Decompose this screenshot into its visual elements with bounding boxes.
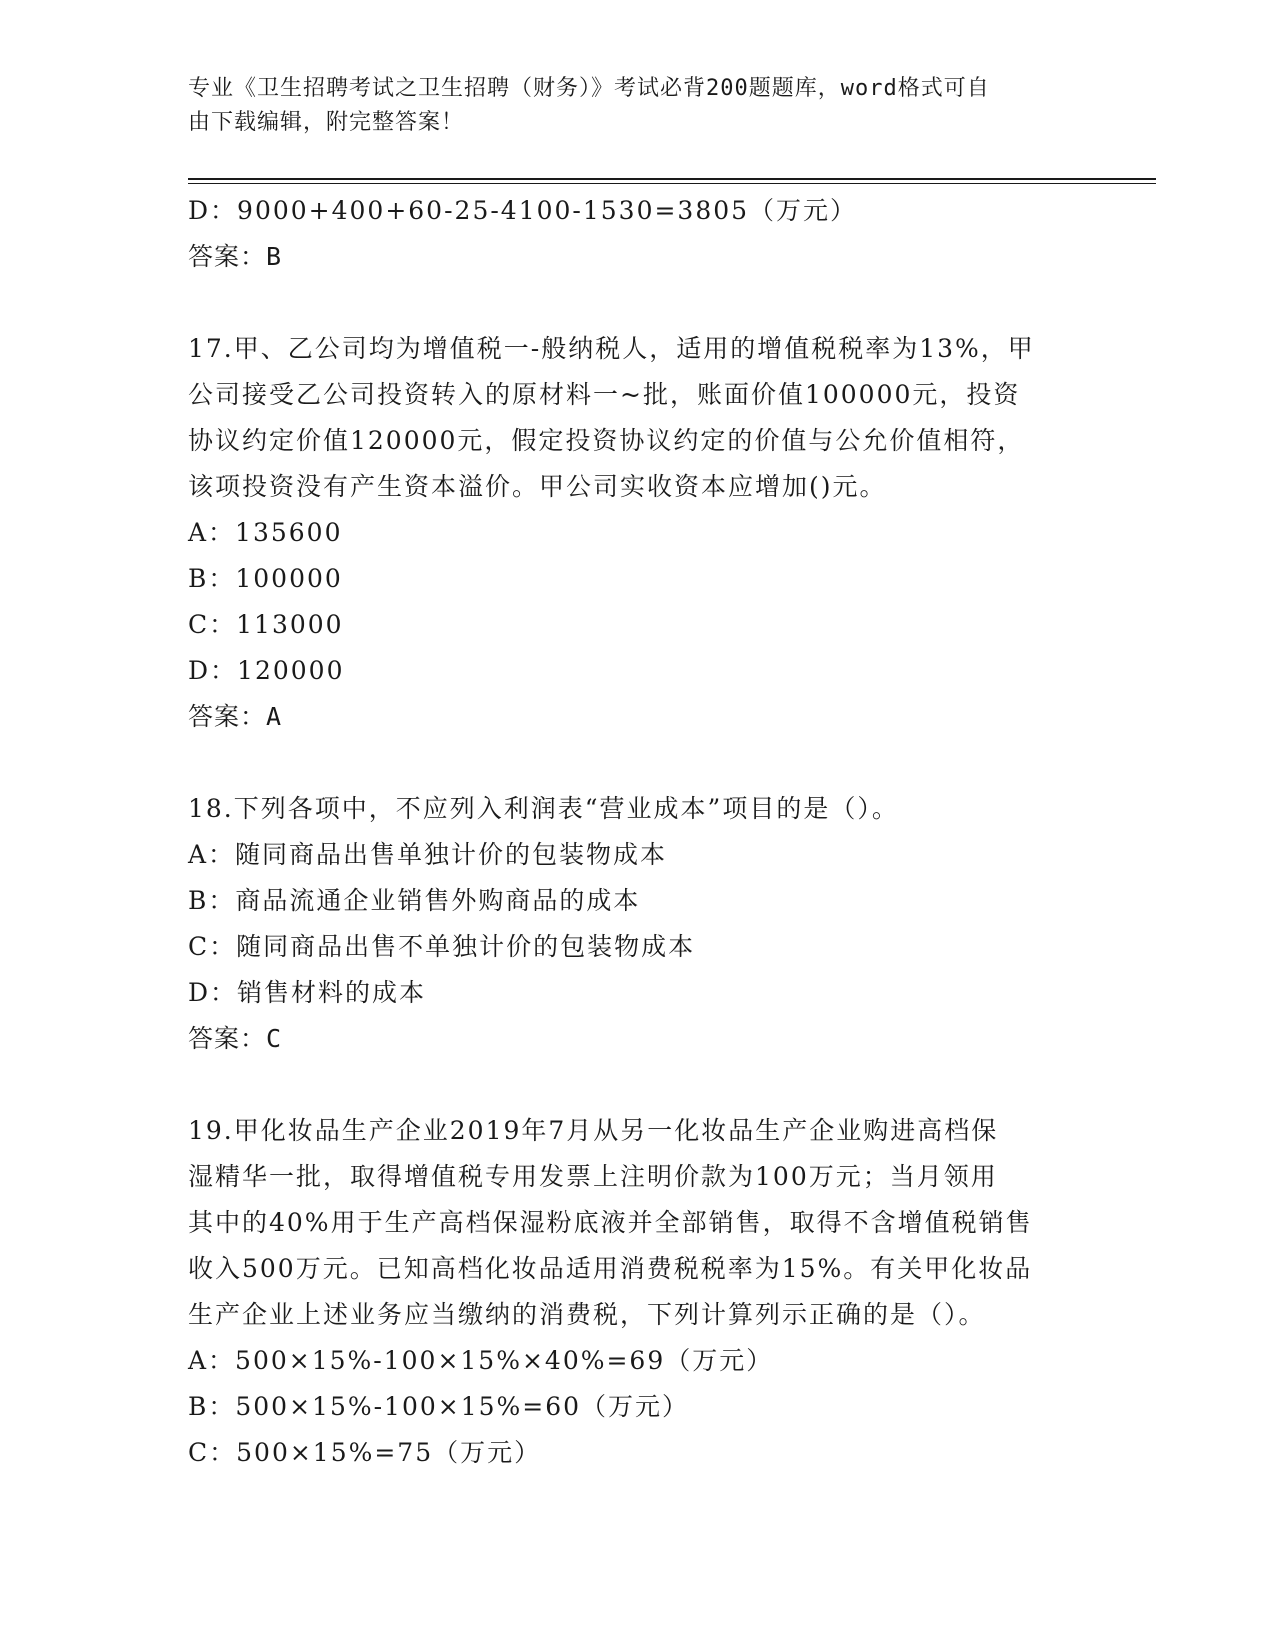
question-text-line: 19.甲化妆品生产企业2019年7月从另一化妆品生产企业购进高档保	[188, 1116, 999, 1145]
answer-value: A	[266, 702, 283, 731]
question-text-line: 收入500万元。已知高档化妆品适用消费税税率为15%。有关甲化妆品	[188, 1254, 1033, 1283]
option-a: A：135600	[188, 518, 343, 547]
option-d: D：销售材料的成本	[188, 978, 427, 1007]
answer-value: B	[266, 242, 283, 271]
option-a: A：500×15%-100×15%×40%=69（万元）	[188, 1346, 774, 1375]
option-c: C：113000	[188, 610, 344, 639]
question-text-line: 其中的40%用于生产高档保湿粉底液并全部销售，取得不含增值税销售	[188, 1208, 1033, 1237]
answer-line	[188, 694, 1088, 740]
question-text-line: 湿精华一批，取得增值税专用发票上注明价款为100万元；当月领用	[188, 1162, 998, 1191]
question-text-line: 协议约定价值120000元，假定投资协议约定的价值与公允价值相符，	[188, 426, 1025, 455]
question-17	[188, 326, 1088, 740]
option-c: C：500×15%=75（万元）	[188, 1438, 542, 1467]
question-text-line: 该项投资没有产生资本溢价。甲公司实收资本应增加()元。	[188, 472, 887, 501]
answer-line	[188, 234, 1088, 280]
question-text-line: 18.下列各项中，不应列入利润表“营业成本”项目的是（）。	[188, 794, 899, 823]
answer-label: 答案：	[188, 702, 267, 731]
option-d: D：120000	[188, 656, 345, 685]
document-header	[188, 72, 1068, 140]
option-b: B：500×15%-100×15%=60（万元）	[188, 1392, 690, 1421]
option-d: D：9000+400+60-25-4100-1530=3805（万元）	[188, 196, 858, 225]
question-text-line: 生产企业上述业务应当缴纳的消费税，下列计算列示正确的是（）。	[188, 1300, 986, 1329]
header-rule-thin	[188, 183, 1156, 184]
answer-label: 答案：	[188, 1024, 267, 1053]
question-content	[188, 188, 1088, 1476]
answer-value: C	[266, 1024, 283, 1053]
question-19	[188, 1108, 1088, 1476]
header-rule-thick	[188, 178, 1156, 180]
question-18	[188, 786, 1088, 1062]
question-16-tail	[188, 188, 1088, 280]
option-c: C：随同商品出售不单独计价的包装物成本	[188, 932, 696, 961]
option-b: B：商品流通企业销售外购商品的成本	[188, 886, 641, 915]
answer-line	[188, 1016, 1088, 1062]
header-line-2: 由下载编辑，附完整答案！	[188, 110, 465, 135]
question-text-line: 公司接受乙公司投资转入的原材料一~批，账面价值100000元，投资	[188, 380, 1021, 409]
option-a: A：随同商品出售单独计价的包装物成本	[188, 840, 668, 869]
option-b: B：100000	[188, 564, 343, 593]
header-line-1: 专业《卫生招聘考试之卫生招聘（财务）》考试必背200题题库，word格式可自	[188, 76, 990, 101]
answer-label: 答案：	[188, 242, 267, 271]
question-text-line: 17.甲、乙公司均为增值税一-般纳税人，适用的增值税税率为13%，甲	[188, 334, 1035, 363]
